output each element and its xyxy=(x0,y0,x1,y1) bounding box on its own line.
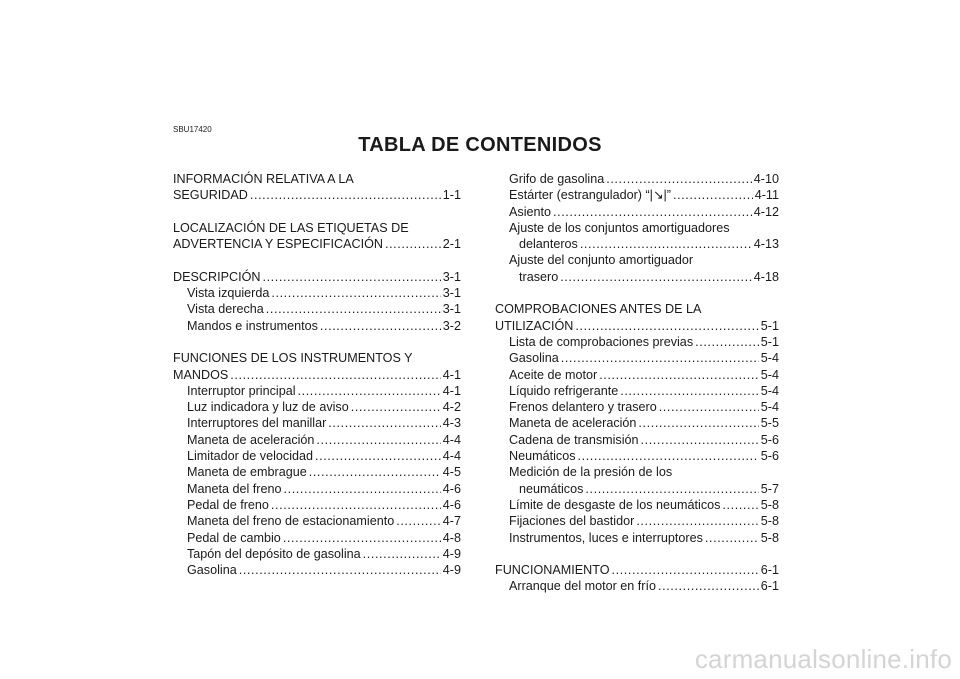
toc-chapter-1-line1: INFORMACIÓN RELATIVA A LA xyxy=(173,172,354,186)
toc-entry[interactable] xyxy=(495,187,779,203)
toc-page-number: 4-9 xyxy=(442,546,461,561)
toc-entry[interactable] xyxy=(173,383,461,399)
toc-entry-title: Fijaciones del bastidor xyxy=(509,514,635,529)
toc-entry-title: UTILIZACIÓN xyxy=(495,318,574,333)
toc-entry-title: Aceite de motor xyxy=(509,367,598,382)
toc-page-number: 3-1 xyxy=(442,269,461,284)
toc-page-number: 5-7 xyxy=(760,481,779,496)
toc-entry-title: trasero xyxy=(519,269,559,284)
toc-page-number: 2-1 xyxy=(442,237,461,252)
toc-page-number: 5-4 xyxy=(760,367,779,382)
toc-entry[interactable] xyxy=(173,448,461,464)
toc-page-number: 5-6 xyxy=(760,432,779,447)
toc-page-number: 5-8 xyxy=(760,514,779,529)
toc-entry[interactable] xyxy=(495,171,779,187)
toc-page-number: 5-4 xyxy=(760,351,779,366)
toc-entry-title: Maneta del freno de estacionamiento xyxy=(187,514,395,529)
toc-page-number: 4-4 xyxy=(442,449,461,464)
toc-entry[interactable] xyxy=(173,497,461,513)
toc-page-number: 4-2 xyxy=(442,400,461,415)
toc-entry[interactable] xyxy=(495,578,779,594)
toc-entry-title: Asiento xyxy=(509,204,552,219)
toc-entry[interactable] xyxy=(173,399,461,415)
toc-page-number: 4-18 xyxy=(753,269,779,284)
toc-page-number: 5-1 xyxy=(760,334,779,349)
toc-chapter-4-line1: FUNCIONES DE LOS INSTRUMENTOS Y xyxy=(173,351,413,366)
toc-entry-title: Cadena de transmisión xyxy=(509,432,639,447)
toc-page-number: 5-5 xyxy=(760,416,779,431)
toc-entry[interactable] xyxy=(495,513,779,529)
toc-entry[interactable] xyxy=(495,497,779,513)
toc-entry-title: neumáticos xyxy=(519,481,584,496)
toc-entry[interactable] xyxy=(495,481,779,497)
toc-page-number: 4-1 xyxy=(442,367,461,382)
toc-page-number: 3-1 xyxy=(442,302,461,317)
toc-page-number: 5-4 xyxy=(760,400,779,415)
toc-entry-title: Pedal de cambio xyxy=(187,530,281,545)
toc-entry[interactable] xyxy=(495,383,779,399)
toc-entry-title: Maneta de aceleración xyxy=(509,416,637,431)
toc-entry-title: ADVERTENCIA Y ESPECIFICACIÓN xyxy=(173,237,383,252)
toc-page-number: 6-1 xyxy=(760,563,779,578)
toc-entry-title: Tapón del depósito de gasolina xyxy=(187,546,361,561)
toc-entry[interactable] xyxy=(173,285,461,301)
toc-page-number: 4-7 xyxy=(442,514,461,529)
toc-entry-line1: Medición de la presión de los xyxy=(509,465,673,480)
toc-column-right xyxy=(495,171,779,595)
toc-page-number: 5-8 xyxy=(760,530,779,545)
toc-entry[interactable] xyxy=(173,432,461,448)
toc-entry[interactable] xyxy=(173,562,461,578)
toc-page-number: 4-9 xyxy=(442,563,461,578)
toc-page-number: 4-10 xyxy=(753,172,779,186)
toc-chapter-5[interactable] xyxy=(495,318,779,334)
toc-entry-title: Grifo de gasolina xyxy=(509,172,605,186)
toc-entry-title: Gasolina xyxy=(509,351,559,366)
toc-chapter-6[interactable] xyxy=(495,562,779,578)
toc-entry-title: Arranque del motor en frío xyxy=(509,579,657,594)
toc-entry-title: Frenos delantero y trasero xyxy=(509,400,657,415)
toc-entry[interactable] xyxy=(495,415,779,431)
toc-chapter-2[interactable] xyxy=(173,236,461,252)
toc-entry[interactable] xyxy=(173,481,461,497)
toc-entry-title: Pedal de freno xyxy=(187,497,269,512)
toc-entry[interactable] xyxy=(173,415,461,431)
toc-entry-line1: Ajuste de los conjuntos amortiguadores xyxy=(509,220,730,235)
toc-entry-title: Vista derecha xyxy=(187,302,264,317)
toc-entry[interactable] xyxy=(495,367,779,383)
toc-entry[interactable] xyxy=(495,269,779,285)
toc-entry-line1: Ajuste del conjunto amortiguador xyxy=(509,253,694,268)
toc-entry-title: Luz indicadora y luz de aviso xyxy=(187,400,349,415)
toc-entry[interactable] xyxy=(173,464,461,480)
watermark: carmanualsonline.info xyxy=(694,644,952,674)
document-code: SBU17420 xyxy=(173,125,212,134)
toc-entry-title: Instrumentos, luces e interruptores xyxy=(509,530,703,545)
toc-chapter-1[interactable] xyxy=(173,187,461,203)
toc-entry-title: Mandos e instrumentos xyxy=(187,318,318,333)
toc-entry-title: Limitador de velocidad xyxy=(187,449,314,464)
toc-entry-title: Interruptor principal xyxy=(187,383,296,398)
toc-page-number: 3-2 xyxy=(442,318,461,333)
toc-entry-title: Maneta de aceleración xyxy=(187,432,315,447)
toc-entry-title: Líquido refrigerante xyxy=(509,383,619,398)
toc-entry[interactable] xyxy=(495,432,779,448)
toc-entry[interactable] xyxy=(495,204,779,220)
toc-entry-title: SEGURIDAD xyxy=(173,188,248,203)
toc-entry[interactable] xyxy=(173,301,461,317)
toc-page-number: 4-11 xyxy=(754,188,779,203)
toc-entry-title: Interruptores del manillar xyxy=(187,416,327,431)
toc-entry-title: FUNCIONAMIENTO xyxy=(495,563,610,578)
toc-entry-title: Gasolina xyxy=(187,563,237,578)
toc-entry-title: Maneta de embrague xyxy=(187,465,307,480)
toc-entry-title: MANDOS xyxy=(173,367,229,382)
toc-entry-title: Maneta del freno xyxy=(187,481,282,496)
toc-page-number: 5-8 xyxy=(760,497,779,512)
toc-chapter-2-line1: LOCALIZACIÓN DE LAS ETIQUETAS DE xyxy=(173,220,409,235)
toc-entry-title: DESCRIPCIÓN xyxy=(173,269,261,284)
toc-page-number: 5-1 xyxy=(760,318,779,333)
toc-chapter-4[interactable] xyxy=(173,367,461,383)
toc-entry[interactable] xyxy=(495,350,779,366)
toc-entry[interactable] xyxy=(495,399,779,415)
toc-entry-title: Lista de comprobaciones previas xyxy=(509,334,694,349)
toc-page-number: 4-5 xyxy=(442,465,461,480)
toc-entry[interactable] xyxy=(495,530,779,546)
toc-page-number: 3-1 xyxy=(442,286,461,301)
toc-page-number: 4-8 xyxy=(442,530,461,545)
toc-entry[interactable] xyxy=(495,448,779,464)
toc-page-number: 5-6 xyxy=(760,449,779,464)
toc-chapter-3[interactable] xyxy=(173,269,461,285)
toc-page-number: 1-1 xyxy=(442,188,461,203)
toc-entry[interactable] xyxy=(495,236,779,252)
toc-entry[interactable] xyxy=(173,513,461,529)
toc-entry[interactable] xyxy=(173,546,461,562)
toc-page-number: 4-6 xyxy=(442,481,461,496)
toc-page-number: 4-12 xyxy=(753,204,779,219)
toc-entry[interactable] xyxy=(173,530,461,546)
toc-entry-title: Vista izquierda xyxy=(187,286,270,301)
toc-page-number: 4-1 xyxy=(442,383,461,398)
toc-page-number: 4-13 xyxy=(753,237,779,252)
toc-entry[interactable] xyxy=(495,334,779,350)
toc-entry-title: delanteros xyxy=(519,237,578,252)
toc-chapter-5-line1: COMPROBACIONES ANTES DE LA xyxy=(495,302,702,317)
toc-entry-title: Estárter (estrangulador) “|↘|” xyxy=(509,188,671,203)
toc-column-left xyxy=(173,171,461,578)
toc-entry-title: Neumáticos xyxy=(509,449,576,464)
toc-page-number: 4-3 xyxy=(442,416,461,431)
toc-page-number: 4-4 xyxy=(442,432,461,447)
toc-entry[interactable] xyxy=(173,318,461,334)
toc-page-number: 4-6 xyxy=(442,497,461,512)
toc-entry-title: Límite de desgaste de los neumáticos xyxy=(509,497,721,512)
toc-page-number: 6-1 xyxy=(760,579,779,594)
toc-page-number: 5-4 xyxy=(760,383,779,398)
page-title: TABLA DE CONTENIDOS xyxy=(358,134,602,156)
